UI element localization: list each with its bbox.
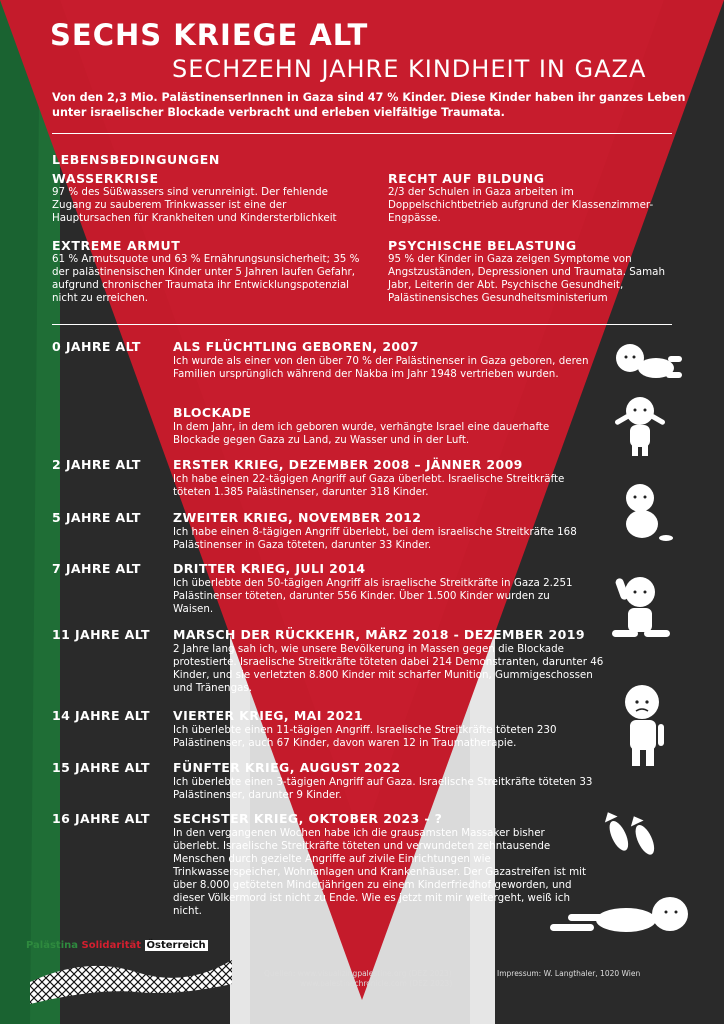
timeline-event [173,708,593,750]
solidarity-logo [26,938,236,1008]
child-distressed-illustration [612,680,678,768]
logo-lettering [26,940,236,951]
logo-word-solidarity: Solidarität [81,940,142,951]
timeline-event [173,510,593,552]
event-title: ZWEITER KRIEG, NOVEMBER 2012 [173,510,422,525]
source-url-2: www.palestinechronicle.com (DEZ 2023) [300,979,453,988]
block-psych [388,238,678,305]
event-text: Ich habe einen 22-tägigen Angriff auf Gaza überlebt. Israelische Streitkräfte töteten 1.385 Palästinenser, darunter 318 Kinder. [173,473,565,498]
timeline-event [173,811,593,918]
timeline-event [173,339,593,381]
event-text: In den vergangenen Wochen habe ich die grausamsten Massaker bisher überlebt. Israelische Streitkräfte töteten und verwundeten zehntausende Menschen durch gezielte Angriffe auf zivile Einrichtungen wie Trinkwasserspeicher, Wohnanlagen und Krankenhäuser. Der Gazastreifen ist mit über 8.000 getöteten Minderjährigen zu einem Kinderfriedhof geworden, und dieser Völkermord ist nicht zu Ende. Wie es jetzt mit mir weitergeht, weiß ich nicht. [173,827,587,917]
imprint-label: Impressum: [497,969,542,978]
event-title: DRITTER KRIEG, JULI 2014 [173,561,366,576]
sources-label: Quellen: [264,969,296,978]
event-title: ERSTER KRIEG, DEZEMBER 2008 – JÄNNER 2009 [173,457,523,472]
imprint [497,969,640,979]
child-covering-head-illustration [604,572,676,652]
block-water [52,171,357,225]
logo-word-palestine: Palästina [26,940,79,951]
divider-top [52,133,672,134]
water-heading: WASSERKRISE [52,171,159,186]
event-title: SECHSTER KRIEG, OKTOBER 2023 - ? [173,811,443,826]
timeline-event [173,627,613,695]
psych-heading: PSYCHISCHE BELASTUNG [388,238,577,253]
event-title: ALS FLÜCHTLING GEBOREN, 2007 [173,339,419,354]
event-text: Ich überlebte den 50-tägigen Angriff als israelische Streitkräfte in Gaza 2.251 Palästinenser töteten, darunter 556 Kinder. Über 1.500 Kinder wurden zu Waisen. [173,577,573,615]
event-text: Ich habe einen 8-tägigen Angriff überlebt, bei dem israelische Streitkräfte 168 Palästinenser in Gaza töteten, darunter 33 Kinder. [173,526,577,551]
block-poverty [52,238,362,305]
timeline-age: 16 JAHRE ALT [52,811,150,826]
poster-subtitle: SECHZEHN JAHRE KINDHEIT IN GAZA [172,55,647,83]
timeline-age: 0 JAHRE ALT [52,339,141,354]
timeline-event [173,405,593,447]
event-text: Ich überlebte einen 3-tägigen Angriff auf Gaza. Israelische Streitkräfte töteten 33 Palästinenser, darunter 9 Kinder. [173,776,593,801]
logo-word-austria: Österreich [146,940,206,951]
event-text: 2 Jahre lang sah ich, wie unsere Bevölkerung in Massen gegen die Blockade protestierte. Israelische Streitkräfte töteten dabei 214 Demonstranten, darunter 46 Kinder, und sie verletzten 8.800 Kinder mit scharfer Munition, Gummigeschossen und Tränengas. [173,643,604,694]
event-text: Ich überlebte einen 11-tägigen Angriff. Israelische Streitkräfte töteten 230 Palästinenser, auch 67 Kinder, davon waren 12 in Traumatherapie. [173,724,557,749]
imprint-text: W. Langthaler, 1020 Wien [543,969,641,978]
event-title: FÜNFTER KRIEG, AUGUST 2022 [173,760,401,775]
section-heading-living: LEBENSBEDINGUNGEN [52,152,220,167]
timeline-age: 7 JAHRE ALT [52,561,141,576]
sources-block [264,969,452,989]
event-title: MARSCH DER RÜCKKEHR, MÄRZ 2018 - DEZEMBER 2019 [173,627,585,642]
poverty-text: 61 % Armutsquote und 63 % Ernährungsunsicherheit; 35 % der palästinensischen Kinder unter 5 Jahren laufen Gefahr, aufgrund chronischer Traumata ihr Entwicklungspotenzial nicht zu erreichen. [52,253,360,304]
timeline-age: 11 JAHRE ALT [52,627,150,642]
poverty-heading: EXTREME ARMUT [52,238,181,253]
education-heading: RECHT AUF BILDUNG [388,171,545,186]
timeline-age: 14 JAHRE ALT [52,708,150,723]
child-lying-illustration [548,880,698,942]
timeline-event [173,760,593,802]
poster-title: SECHS KRIEGE ALT [50,18,369,52]
timeline-event [173,457,593,499]
psych-text: 95 % der Kinder in Gaza zeigen Symptome von Angstzuständen, Depressionen und Traumata. Samah Jabr, Leiterin der Abt. Psychische Gesundheit, Palästinensisches Gesundheitsministerium [388,253,665,304]
source-url-1: www.visualizingpalestine.org (DEZ 2023) [297,969,452,978]
child-crouching-illustration [612,482,676,546]
timeline-age: 2 JAHRE ALT [52,457,141,472]
timeline-age: 5 JAHRE ALT [52,510,141,525]
water-text: 97 % des Süßwassers sind verunreinigt. Der fehlende Zugang zu sauberem Trinkwasser ist eine der Hauptursachen für Krankheiten und Kindersterblichkeit [52,186,337,224]
divider-middle [52,324,672,325]
block-education [388,171,668,225]
baby-illustration [608,338,688,388]
intro-text: Von den 2,3 Mio. PalästinenserInnen in Gaza sind 47 % Kinder. Diese Kinder haben ihr ganzes Leben unter israelischer Blockade verbracht und erleben vielfältige Traumata. [52,91,686,119]
toddler-illustration [610,395,670,457]
falling-bombs-illustration [600,808,660,864]
event-title: BLOCKADE [173,405,252,420]
event-text: Ich wurde als einer von den über 70 % der Palästinenser in Gaza geboren, deren Familien ursprünglich während der Nakba im Jahr 1948 vertrieben wurden. [173,355,589,380]
event-text: In dem Jahr, in dem ich geboren wurde, verhängte Israel eine dauerhafte Blockade gegen Gaza zu Land, zu Wasser und in der Luft. [173,421,550,446]
event-title: VIERTER KRIEG, MAI 2021 [173,708,363,723]
timeline-age: 15 JAHRE ALT [52,760,150,775]
timeline-event [173,561,593,616]
education-text: 2/3 der Schulen in Gaza arbeiten im Doppelschichtbetrieb aufgrund der Klassenzimmer-Engpässe. [388,186,654,224]
